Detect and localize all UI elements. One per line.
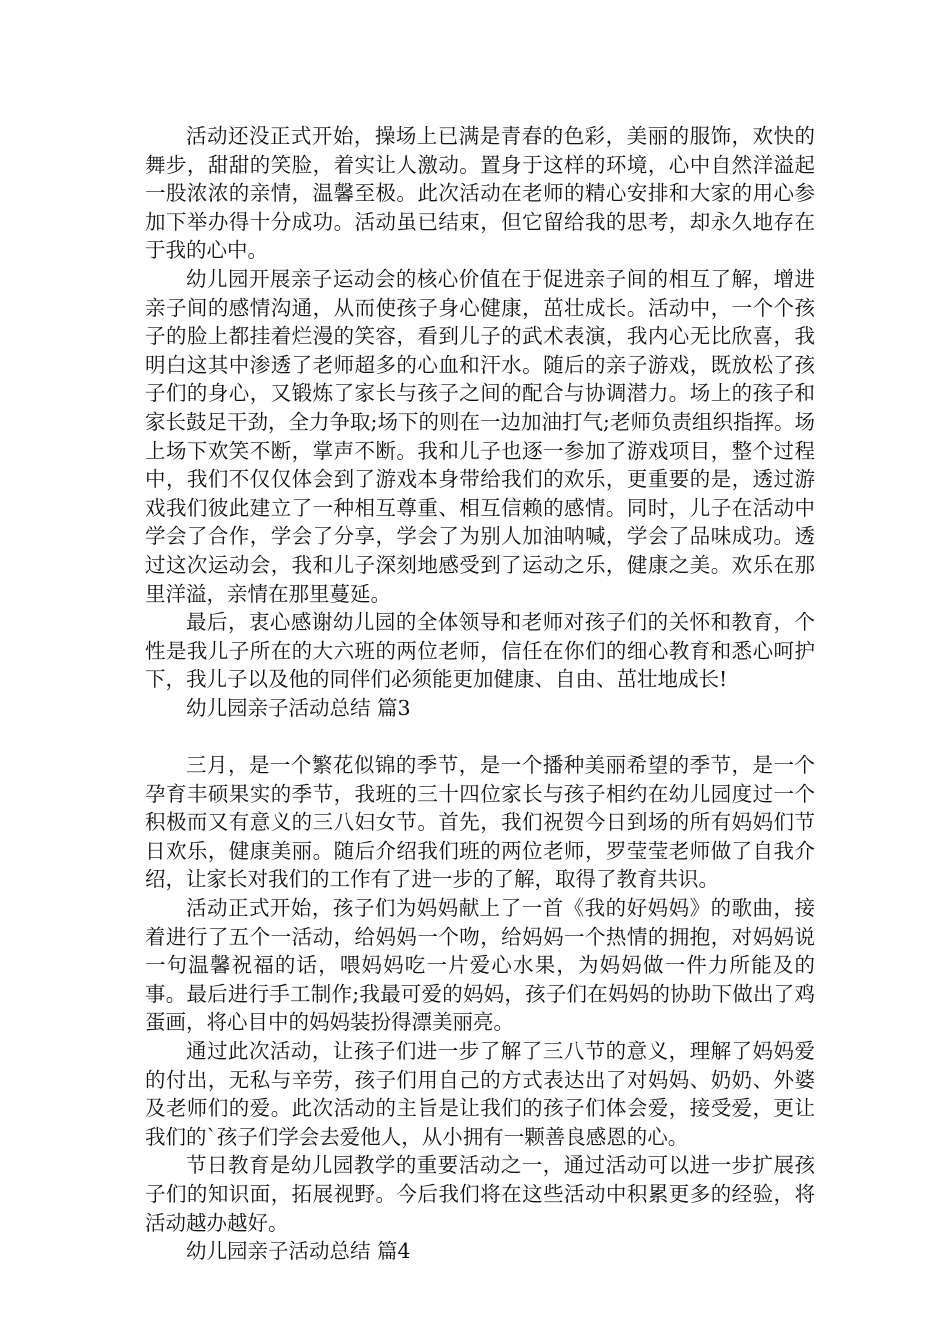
section-heading-part-3: 幼儿园亲子活动总结 篇3: [186, 695, 411, 720]
paragraph-thanks: 最后，衷心感谢幼儿园的全体领导和老师对孩子们的关怀和教育，个性是我儿子所在的大六班的两位老师，信任在你们的细心教育和悉心呵护下，我儿子以及他的同伴们必须能更加健康、自由、茁壮地成长!: [145, 610, 815, 692]
document-body: [145, 122, 815, 1266]
paragraph-sports-meet-value: 幼儿园开展亲子运动会的核心价值在于促进亲子间的相互了解，增进亲子间的感情沟通，从而使孩子身心健康，茁壮成长。活动中，一个个孩子的脸上都挂着烂漫的笑容，看到儿子的武术表演，我内心无比欣喜，我明白这其中渗透了老师超多的心血和汗水。随后的亲子游戏，既放松了孩子们的身心，又锻炼了家长与孩子之间的配合与协调潜力。场上的孩子和家长鼓足干劲，全力争取;场下的则在一边加油打气;老师负责组织指挥。场上场下欢笑不断，掌声不断。我和儿子也逐一参加了游戏项目，整个过程中，我们不仅仅体会到了游戏本身带给我们的欢乐，更重要的是，透过游戏我们彼此建立了一种相互尊重、相互信赖的感情。同时，儿子在活动中学会了合作，学会了分享，学会了为别人加油呐喊，学会了品味成功。透过这次运动会，我和儿子深刻地感受到了运动之乐，健康之美。欢乐在那里洋溢，亲情在那里蔓延。: [145, 266, 815, 606]
paragraph-activity-program: 活动正式开始，孩子们为妈妈献上了一首《我的好妈妈》的歌曲，接着进行了五个一活动，给妈妈一个吻，给妈妈一个热情的拥抱，对妈妈说一句温馨祝福的话，喂妈妈吃一片爱心水果，为妈妈做一件力所能及的事。最后进行手工制作;我最可爱的妈妈，孩子们在妈妈的协助下做出了鸡蛋画，将心目中的妈妈装扮得漂美丽亮。: [145, 896, 815, 1035]
section-heading-part-4: 幼儿园亲子活动总结 篇4: [186, 1239, 411, 1264]
paragraph-festival-education: 节日教育是幼儿园教学的重要活动之一，通过活动可以进一步扩展孩子们的知识面，拓展视野。今后我们将在这些活动中积累更多的经验，将活动越办越好。: [145, 1153, 815, 1235]
paragraph-march-festival: 三月，是一个繁花似锦的季节，是一个播种美丽希望的季节，是一个孕育丰硕果实的季节，我班的三十四位家长与孩子相约在幼儿园度过一个积极而又有意义的三八妇女节。首先，我们祝贺今日到场的所有妈妈们节日欢乐，健康美丽。随后介绍我们班的两位老师，罗莹莹老师做了自我介绍，让家长对我们的工作有了进一步的了解，取得了教育共识。: [145, 753, 815, 892]
paragraph-activity-meaning: 通过此次活动，让孩子们进一步了解了三八节的意义，理解了妈妈爱的付出，无私与辛劳，孩子们用自己的方式表达出了对妈妈、奶奶、外婆及老师们的爱。此次活动的主旨是让我们的孩子们体会爱，接受爱，更让我们的`孩子们学会去爱他人，从小拥有一颗善良感恩的心。: [145, 1039, 815, 1149]
paragraph-activity-start: 活动还没正式开始，操场上已满是青春的色彩，美丽的服饰，欢快的舞步，甜甜的笑脸，着实让人激动。置身于这样的环境，心中自然洋溢起一股浓浓的亲情，温馨至极。此次活动在老师的精心安排和大家的用心参加下举办得十分成功。活动虽已结束，但它留给我的思考，却永久地存在于我的心中。: [145, 124, 815, 263]
blank-line: [145, 722, 815, 751]
